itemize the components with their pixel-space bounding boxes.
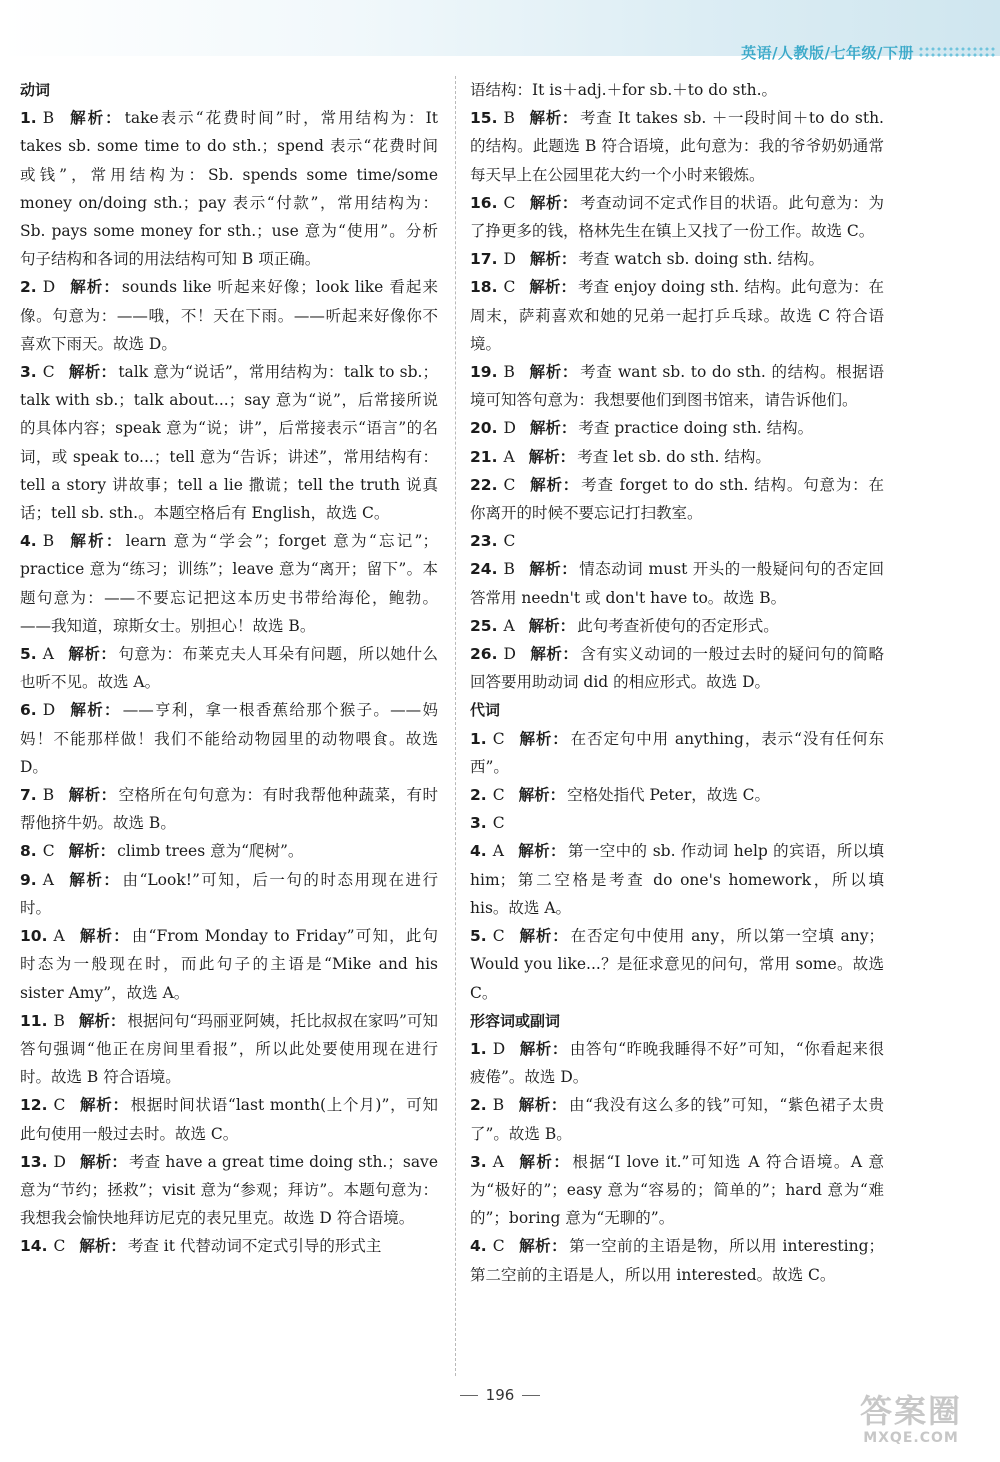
analysis-label: 解析： bbox=[529, 250, 577, 269]
question-number: 22. bbox=[470, 475, 498, 494]
analysis-text: 根据时间状语“last month(上个月)”，可知此句使用一般过去时。故选 C。 bbox=[20, 1096, 438, 1143]
analysis-label: 解析： bbox=[518, 927, 569, 946]
analysis-text: 第一空中的 sb. 作动词 help 的宾语，所以填 him；第二空格是考查 do one's homework，所以填 his。故选 A。 bbox=[470, 842, 884, 917]
answer-entry bbox=[20, 696, 438, 781]
answer-choice: C bbox=[53, 1237, 66, 1256]
analysis-text: take表示“花费时间”时，常用结构为：It takes sb. some time to do sth.；spend 表示“花费时间或钱”，常用结构为：Sb. spends some time/some money on/doing sth.；pay 表示“付款”，常用结构为：Sb. pays some money for sth.；use 意为“使用”。分析句子结构和各词的用法结构可知 B 项正确。 bbox=[20, 109, 438, 269]
analysis-label: 解析： bbox=[529, 193, 578, 212]
analysis-label: 解析： bbox=[67, 870, 121, 889]
analysis-label: 解析： bbox=[529, 475, 580, 494]
answer-choice: D bbox=[53, 1152, 66, 1171]
answer-choice: A bbox=[42, 870, 54, 889]
answer-entry bbox=[470, 414, 884, 442]
analysis-text: 考查 practice doing sth. 结构。 bbox=[578, 419, 814, 438]
answer-entry bbox=[20, 1007, 438, 1092]
analysis-label: 解析： bbox=[69, 278, 120, 297]
answer-choice: A bbox=[503, 447, 515, 466]
analysis-label: 解析： bbox=[528, 363, 579, 382]
analysis-text: climb trees 意为“爬树”。 bbox=[117, 842, 304, 861]
question-number: 25. bbox=[470, 616, 498, 635]
analysis-label: 解析： bbox=[518, 786, 566, 805]
question-number: 3. bbox=[20, 363, 37, 382]
header-dot-pattern bbox=[918, 46, 996, 58]
page-number: 196 bbox=[485, 1386, 515, 1404]
analysis-text: 空格所在句句意为：有时我帮他种蔬菜，有时帮他挤牛奶。故选 B。 bbox=[20, 786, 438, 833]
analysis-label: 解析： bbox=[68, 842, 116, 861]
analysis-text: 考查动词不定式作目的状语。此句意为：为了挣更多的钱，格林先生在镇上又找了一份工作。故选 C。 bbox=[470, 193, 884, 241]
analysis-text: 由“From Monday to Friday”可知，此句时态为一般现在时，而此句子的主语是“Mike and his sister Amy”，故选 A。 bbox=[20, 927, 438, 1002]
analysis-text: 考查 have a great time doing sth.；save 意为“节约；拯救”；visit 意为“参观；拜访”。本题句意为：我想我会愉快地拜访尼克的表兄里克。故选 D 符合语境。 bbox=[20, 1152, 438, 1228]
answer-entry bbox=[470, 555, 884, 611]
section-heading: 代词 bbox=[470, 701, 501, 720]
answer-choice: C bbox=[492, 1237, 505, 1256]
question-number: 5. bbox=[20, 645, 37, 664]
analysis-text: 由“Look!”可知，后一句的时态用现在进行时。 bbox=[20, 870, 438, 917]
analysis-label: 解析： bbox=[517, 842, 566, 861]
question-number: 11. bbox=[20, 1011, 48, 1030]
question-number: 18. bbox=[470, 278, 498, 297]
watermark-logo bbox=[836, 1392, 986, 1456]
analysis-text: 考查 it 代替动词不定式引导的形式主 bbox=[127, 1237, 382, 1256]
answer-choice: D bbox=[42, 701, 56, 720]
answer-choice: B bbox=[492, 1096, 505, 1115]
analysis-label: 解析： bbox=[519, 1039, 568, 1058]
answer-choice: B bbox=[42, 532, 55, 551]
answer-choice: C bbox=[42, 842, 55, 861]
answer-choice: C bbox=[503, 278, 516, 297]
answer-choice: B bbox=[53, 1011, 65, 1030]
analysis-text: 情态动词 must 开头的一般疑问句的否定回答常用 needn't 或 don't have to。故选 B。 bbox=[470, 560, 884, 607]
answer-entry bbox=[470, 612, 884, 640]
answer-choice: A bbox=[42, 645, 54, 664]
answer-entry bbox=[470, 837, 884, 922]
answer-choice: C bbox=[492, 927, 505, 946]
analysis-text: 句意为：布莱克夫人耳朵有问题，所以她什么也听不见。故选 A。 bbox=[20, 645, 438, 692]
analysis-label: 解析： bbox=[68, 109, 123, 128]
question-number: 14. bbox=[20, 1237, 48, 1256]
answer-choice: C bbox=[492, 786, 505, 805]
answer-choice: A bbox=[492, 842, 504, 861]
analysis-text: 根据“I love it.”可知选 A 符合语境。A 意为“极好的”；easy 意为“容易的；简单的”；hard 意为“难的”；boring 意为“无聊的”。 bbox=[470, 1152, 884, 1228]
answer-entry bbox=[20, 640, 438, 696]
answer-entry bbox=[20, 1091, 438, 1147]
question-number: 4. bbox=[20, 532, 37, 551]
section-heading: 动词 bbox=[20, 81, 51, 99]
question-number: 21. bbox=[470, 447, 498, 466]
answer-choice: C bbox=[53, 1096, 66, 1115]
analysis-text: 由“我没有这么多的钱”可知，“紫色裙子太贵了”。故选 B。 bbox=[470, 1096, 884, 1143]
answer-entry bbox=[20, 922, 438, 1007]
answer-entry bbox=[20, 1148, 438, 1233]
question-number: 2. bbox=[470, 786, 487, 805]
analysis-label: 解析： bbox=[79, 1152, 127, 1171]
analysis-text: 考查 enjoy doing sth. 结构。此句意为：在周末，萨莉喜欢和她的兄弟一起打乒乓球。故选 C 符合语境。 bbox=[470, 278, 884, 353]
analysis-label: 解析： bbox=[518, 1237, 568, 1256]
answer-choice: B bbox=[42, 786, 55, 805]
answer-entry bbox=[20, 837, 438, 865]
question-number: 20. bbox=[470, 419, 498, 438]
question-number: 12. bbox=[20, 1096, 48, 1115]
answer-entry bbox=[20, 358, 438, 527]
analysis-label: 解析： bbox=[79, 1237, 126, 1256]
analysis-label: 解析： bbox=[528, 447, 576, 466]
analysis-label: 解析： bbox=[68, 532, 124, 551]
answer-choice: D bbox=[492, 1039, 506, 1058]
analysis-text: 考查 let sb. do sth. 结构。 bbox=[577, 447, 771, 466]
analysis-text: 考查 It takes sb. ＋一段时间＋to do sth. 的结构。此题选 B 符合语境，此句意为：我的爷爷奶奶通常每天早上在公园里花大约一个小时来锻炼。 bbox=[470, 109, 884, 184]
answer-entry bbox=[470, 1035, 884, 1091]
analysis-label: 解析： bbox=[528, 560, 578, 579]
analysis-text: 根据问句“玛丽亚阿姨，托比叔叔在家吗”可知答句强调“他正在房间里看报”，所以此处要使用现在进行时。故选 B 符合语境。 bbox=[20, 1011, 438, 1087]
answer-entry bbox=[20, 866, 438, 922]
answer-entry bbox=[470, 725, 884, 781]
answer-entry bbox=[470, 809, 884, 837]
answer-choice: C bbox=[492, 814, 505, 833]
answer-entry bbox=[470, 189, 884, 245]
question-number: 1. bbox=[20, 109, 37, 128]
answer-choice: D bbox=[503, 645, 516, 664]
question-number: 2. bbox=[470, 1096, 487, 1115]
analysis-label: 解析： bbox=[517, 1152, 571, 1171]
answer-entry bbox=[470, 358, 884, 414]
answer-choice: B bbox=[503, 109, 515, 128]
answer-entry bbox=[20, 1232, 438, 1260]
column-divider bbox=[455, 76, 456, 1376]
answer-choice: D bbox=[503, 250, 516, 269]
answer-choice: C bbox=[503, 532, 516, 551]
question-number: 4. bbox=[470, 1237, 487, 1256]
analysis-label: 解析： bbox=[78, 1011, 126, 1030]
question-number: 10. bbox=[20, 927, 48, 946]
watermark-logo-text: 答案圈 bbox=[859, 1392, 962, 1430]
answer-choice: D bbox=[503, 419, 516, 438]
analysis-text: 在否定句中使用 any，所以第一空填 any；Would you like...？是征求意见的问句，常用 some。故选 C。 bbox=[470, 927, 884, 1002]
watermark-site: MXQE.COM bbox=[863, 1430, 959, 1446]
answer-entry bbox=[470, 471, 884, 527]
question-number: 1. bbox=[470, 729, 487, 748]
question-number: 26. bbox=[470, 645, 498, 664]
answer-entry bbox=[470, 1148, 884, 1233]
book-series-label: 英语/人教版/七年级/下册 bbox=[741, 44, 914, 62]
analysis-text: 此句考查祈使句的否定形式。 bbox=[577, 616, 779, 635]
analysis-text: talk 意为“说话”，常用结构为：talk to sb.；talk with sb.；talk about...；say 意为“说”，后常接所说的具体内容；speak 意为“说；讲”，后常接表示“语言”的名词，或 speak to...；tell 意为“告诉；讲述”，常用结构有：tell a story 讲故事；tell a lie 撒谎；tell the truth 说真话；tell sb. sth.。本题空格后有 English，故选 C。 bbox=[20, 363, 438, 523]
analysis-label: 解析： bbox=[69, 701, 121, 720]
answer-entry bbox=[470, 245, 884, 273]
answer-choice: B bbox=[42, 109, 55, 128]
analysis-text: 考查 want sb. to do sth. 的结构。根据语境可知答句意为：我想要他们到图书馆来，请告诉他们。 bbox=[470, 363, 884, 410]
answer-entry bbox=[20, 527, 438, 640]
answer-choice: C bbox=[503, 475, 516, 494]
question-number: 5. bbox=[470, 927, 487, 946]
footer-dash-right bbox=[522, 1395, 540, 1396]
analysis-label: 解析： bbox=[518, 1096, 568, 1115]
answer-entry bbox=[470, 527, 884, 555]
section-heading: 形容词或副词 bbox=[470, 1011, 561, 1030]
question-number: 8. bbox=[20, 842, 37, 861]
question-number: 17. bbox=[470, 250, 498, 269]
analysis-label: 解析： bbox=[79, 1096, 129, 1115]
question-number: 9. bbox=[20, 870, 37, 889]
analysis-text: 在否定句中用 anything，表示“没有任何东西”。 bbox=[470, 729, 884, 776]
analysis-label: 解析： bbox=[67, 645, 117, 664]
answer-entry bbox=[470, 640, 884, 696]
footer-dash-left bbox=[460, 1395, 478, 1396]
answer-choice: B bbox=[503, 560, 515, 579]
answer-choice: A bbox=[492, 1152, 504, 1171]
analysis-text: ——亨利，拿一根香蕉给那个猴子。——妈妈！不能那样做！我们不能给动物园里的动物喂食。故选 D。 bbox=[20, 701, 438, 776]
analysis-text: sounds like 听起来好像；look like 看起来像。句意为：——哦，不！天在下雨。——听起来好像你不喜欢下雨天。故选 D。 bbox=[20, 278, 438, 353]
answer-entry bbox=[470, 1232, 884, 1288]
question-number: 2. bbox=[20, 278, 37, 297]
analysis-label: 解析： bbox=[68, 363, 117, 382]
analysis-text: 含有实义动词的一般过去时的疑问句的简略回答要用助动词 did 的相应形式。故选 D。 bbox=[470, 645, 884, 692]
question-number: 4. bbox=[470, 842, 487, 861]
analysis-text: 空格处指代 Peter，故选 C。 bbox=[567, 786, 771, 805]
analysis-label: 解析： bbox=[518, 729, 569, 748]
answer-entry bbox=[470, 104, 884, 189]
answer-entry bbox=[470, 922, 884, 1007]
entry-continuation: 语结构：It is＋adj.＋for sb.＋to do sth.。 bbox=[470, 81, 778, 99]
answer-entry bbox=[20, 104, 438, 273]
question-number: 3. bbox=[470, 1152, 487, 1171]
question-number: 23. bbox=[470, 532, 498, 551]
question-number: 1. bbox=[470, 1039, 487, 1058]
answer-choice: A bbox=[53, 927, 65, 946]
answer-entry bbox=[470, 273, 884, 358]
question-number: 3. bbox=[470, 814, 487, 833]
right-column bbox=[470, 76, 884, 1289]
answer-entry bbox=[470, 1091, 884, 1147]
answer-entry bbox=[20, 781, 438, 837]
analysis-label: 解析： bbox=[68, 786, 117, 805]
analysis-label: 解析： bbox=[529, 645, 579, 664]
question-number: 24. bbox=[470, 560, 498, 579]
analysis-text: 考查 forget to do sth. 结构。句意为：在你离开的时候不要忘记打扫教室。 bbox=[470, 475, 884, 523]
answer-choice: C bbox=[492, 729, 505, 748]
analysis-label: 解析： bbox=[528, 109, 579, 128]
analysis-label: 解析： bbox=[529, 278, 576, 297]
answer-choice: B bbox=[503, 363, 515, 382]
answer-choice: A bbox=[503, 616, 515, 635]
question-number: 13. bbox=[20, 1152, 48, 1171]
answer-entry bbox=[470, 443, 884, 471]
question-number: 19. bbox=[470, 363, 498, 382]
question-number: 16. bbox=[470, 193, 498, 212]
answer-entry bbox=[20, 273, 438, 358]
analysis-text: 由答句“昨晚我睡得不好”可知，“你看起来很疲倦”。故选 D。 bbox=[470, 1039, 884, 1087]
question-number: 15. bbox=[470, 109, 498, 128]
question-number: 7. bbox=[20, 786, 37, 805]
analysis-label: 解析： bbox=[529, 419, 577, 438]
answer-choice: C bbox=[42, 363, 55, 382]
answer-choice: C bbox=[503, 193, 516, 212]
left-column bbox=[20, 76, 438, 1261]
analysis-text: 考查 watch sb. doing sth. 结构。 bbox=[578, 250, 824, 269]
analysis-label: 解析： bbox=[78, 927, 130, 946]
analysis-text: 第一空前的主语是物，所以用 interesting；第二空前的主语是人，所以用 interested。故选 C。 bbox=[470, 1237, 884, 1284]
answer-entry bbox=[470, 781, 884, 809]
analysis-label: 解析： bbox=[528, 616, 576, 635]
question-number: 6. bbox=[20, 701, 37, 720]
analysis-text: learn 意为“学会”；forget 意为“忘记”；practice 意为“练习；训练”；leave 意为“离开；留下”。本题句意为：——不要忘记把这本历史书带给海伦，鲍勃。——我知道，琼斯女士。别担心！故选 B。 bbox=[20, 532, 438, 635]
answer-choice: D bbox=[42, 278, 56, 297]
